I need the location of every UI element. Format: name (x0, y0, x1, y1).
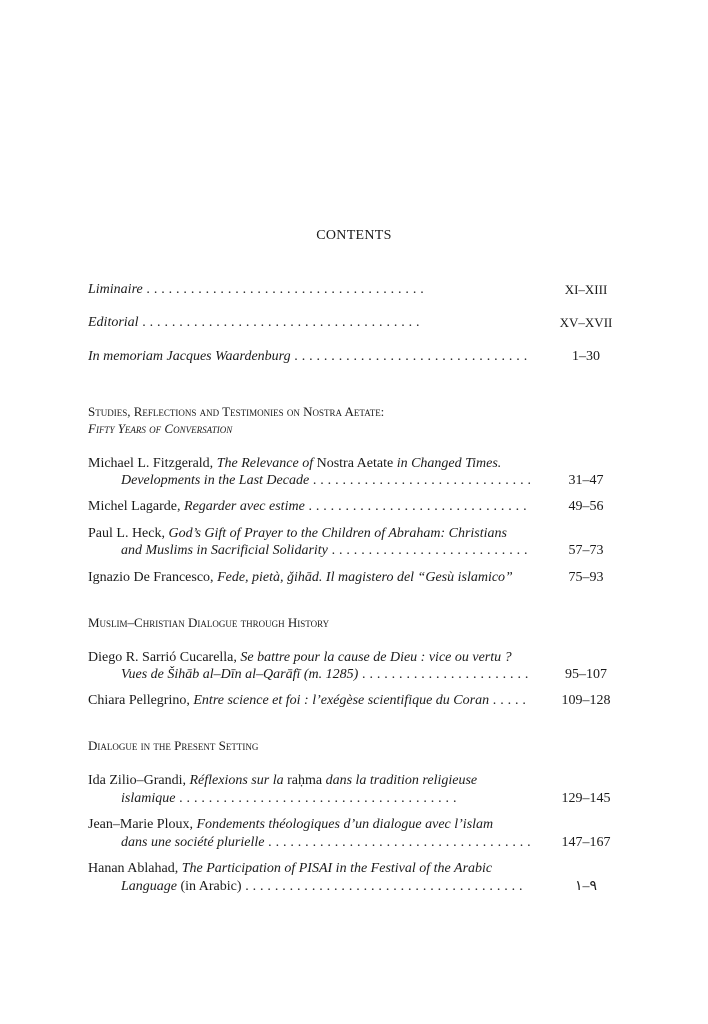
entry-title: Réflexions sur la (189, 773, 288, 788)
entry-author: Diego R. Sarrió Cucarella, (88, 650, 241, 665)
page-range: XI–XIII (564, 282, 608, 297)
page-range: 147–167 (561, 835, 611, 850)
entry-author: Michel Lagarde, (88, 499, 185, 514)
entry-title-roman: Nostra Aetate (316, 456, 394, 471)
toc-entry-de-francesco[interactable] (88, 568, 530, 588)
entry-author: Michael L. Fitzgerald, (88, 456, 217, 471)
toc-entry-in-memoriam[interactable] (88, 347, 530, 367)
entry-title: Regarder avec estime (184, 499, 305, 514)
page-range: 75–93 (568, 570, 604, 585)
entry-note: (in Arabic) (177, 879, 242, 894)
entry-title: Developments in the Last Decade (121, 473, 310, 488)
toc-entry-ploux[interactable] (88, 815, 530, 835)
toc-entry-fitzgerald-cont[interactable] (121, 471, 530, 491)
entry-title: Fede, pietà, ǧihād. Il magistero del “Gesù islamico” (217, 570, 513, 585)
page-range: 129–145 (561, 791, 611, 806)
toc-entry-editorial[interactable] (88, 313, 530, 333)
entry-title: Entre science et foi : l’exégèse scientifique du Coran (193, 693, 490, 708)
entry-title: In memoriam Jacques Waardenburg (88, 349, 291, 364)
entry-author: Jean–Marie Ploux, (88, 817, 197, 832)
toc-entry-sarrio-cont[interactable] (121, 665, 530, 685)
entry-title: Vues de Šihāb al–Dīn al–Qarāfī (m. 1285) (121, 667, 359, 682)
section-subheading: Fifty Years of Conversation (88, 421, 233, 436)
toc-entry-ploux-cont[interactable] (121, 833, 530, 853)
page-title: CONTENTS (316, 228, 392, 243)
entry-author: Paul L. Heck, (88, 526, 169, 541)
page-range: 57–73 (568, 543, 604, 558)
page-range: 31–47 (568, 473, 604, 488)
entry-title: and Muslims in Sacrificial Solidarity (121, 543, 328, 558)
toc-entry-heck-cont[interactable] (121, 541, 530, 561)
entry-title: Language (121, 879, 177, 894)
page-range: XV–XVII (559, 315, 613, 330)
entry-title: in Changed Times. (393, 456, 502, 471)
entry-title: God’s Gift of Prayer to the Children of Abraham: Christians (168, 526, 507, 541)
entry-title: Liminaire (88, 282, 143, 297)
toc-entry-zilio-grandi-cont[interactable] (121, 789, 530, 809)
entry-title: dans la tradition religieuse (322, 773, 478, 788)
entry-author: Ida Zilio–Grandi, (88, 773, 190, 788)
entry-title: Se battre pour la cause de Dieu : vice ou vertu ? (240, 650, 512, 665)
toc-entry-ablahad[interactable] (88, 859, 530, 879)
page-range: 109–128 (561, 693, 611, 708)
entry-author: Hanan Ablahad, (88, 861, 182, 876)
entry-title: islamique (121, 791, 176, 806)
toc-entry-ablahad-cont[interactable] (121, 877, 530, 897)
page-range: 95–107 (565, 667, 607, 682)
entry-author: Ignazio De Francesco, (88, 570, 218, 585)
entry-title: Editorial (88, 315, 139, 330)
entry-title: The Participation of PISAI in the Festival of the Arabic (181, 861, 493, 876)
entry-author: Chiara Pellegrino, (88, 693, 194, 708)
entry-title: dans une société plurielle (121, 835, 265, 850)
section-heading: Muslim–Christian Dialogue through History (88, 615, 330, 630)
section-heading: Dialogue in the Present Setting (88, 738, 259, 753)
section-heading: Studies, Reflections and Testimonies on Nostra Aetate: (88, 404, 385, 419)
page-range: 1–30 (572, 349, 600, 364)
entry-title-roman: raḥma (287, 773, 323, 788)
entry-title: The Relevance of (216, 456, 317, 471)
toc-entry-pellegrino[interactable] (88, 691, 530, 711)
toc-entry-lagarde[interactable] (88, 497, 530, 517)
page-range: ٩–١ (574, 879, 598, 894)
entry-title: Fondements théologiques d’un dialogue avec l’islam (196, 817, 494, 832)
toc-entry-zilio-grandi[interactable] (88, 771, 530, 791)
page-range: 49–56 (568, 499, 604, 514)
toc-entry-liminaire[interactable] (88, 280, 530, 300)
